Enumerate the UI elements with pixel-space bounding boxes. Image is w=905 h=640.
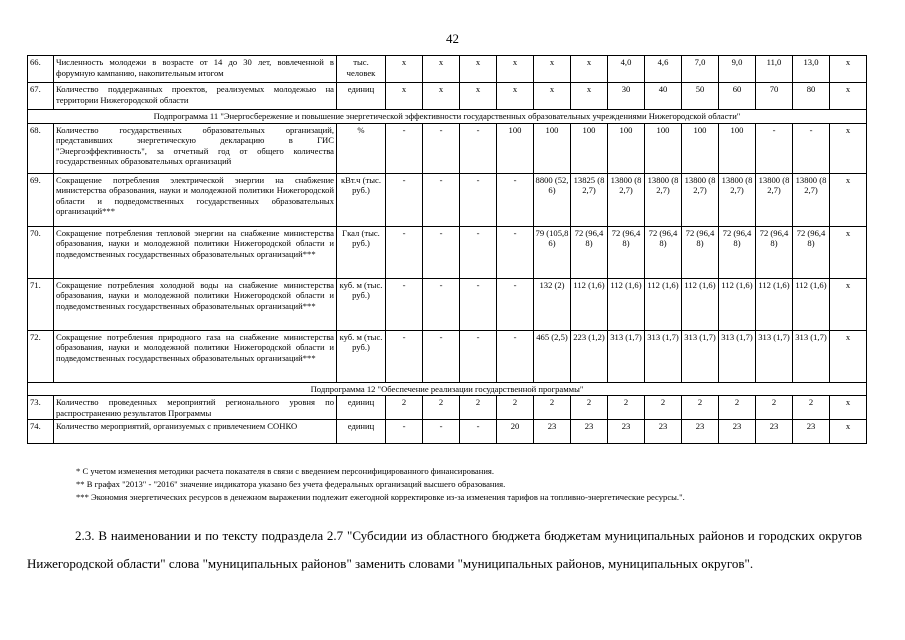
value-cell: 4,0 [608, 56, 645, 83]
subprogram-row [28, 382, 867, 396]
unit-cell: единиц [337, 420, 386, 444]
value-cell: - [460, 123, 497, 173]
value-cell: 60 [719, 83, 756, 110]
value-cell: x [386, 83, 423, 110]
value-cell: - [497, 330, 534, 382]
value-cell: - [386, 278, 423, 330]
page-number: 42 [446, 31, 459, 46]
indicator-name: Количество поддержанных проектов, реализуемых молодежью на территории Нижегородской области [54, 83, 337, 110]
unit-cell: кВт.ч (тыс. руб.) [337, 173, 386, 226]
value-cell: 112 (1,6) [719, 278, 756, 330]
value-cell: x [571, 56, 608, 83]
value-cell: 13800 (82,7) [682, 173, 719, 226]
table-row [28, 83, 867, 110]
unit-cell: единиц [337, 83, 386, 110]
row-number: 70. [28, 226, 54, 278]
value-cell: x [497, 83, 534, 110]
indicator-name: Количество мероприятий, организуемых с привлечением СОНКО [54, 420, 337, 444]
value-cell: 23 [756, 420, 793, 444]
value-cell: 23 [608, 420, 645, 444]
value-cell: 7,0 [682, 56, 719, 83]
value-cell: - [423, 226, 460, 278]
footnote-2: ** В графах "2013" - "2016" значение индикатора указано без учета федеральных организаций высшего образования. [76, 479, 506, 489]
value-cell: 112 (1,6) [645, 278, 682, 330]
value-cell: 2 [793, 396, 830, 420]
value-cell: 112 (1,6) [682, 278, 719, 330]
value-cell: 100 [608, 123, 645, 173]
value-cell: - [460, 278, 497, 330]
value-cell: - [386, 420, 423, 444]
footnote-1: * С учетом изменения методики расчета показателя в связи с введением персонифицированного финансирования. [76, 466, 495, 476]
indicator-name: Численность молодежи в возрасте от 14 до 30 лет, вовлеченной в форумную кампанию, накопительным итогом [54, 56, 337, 83]
value-cell: 2 [423, 396, 460, 420]
footnotes [76, 465, 856, 504]
table-row [28, 173, 867, 226]
value-cell: 465 (2,5) [534, 330, 571, 382]
table-row [28, 226, 867, 278]
value-cell: 2 [497, 396, 534, 420]
value-cell: 23 [645, 420, 682, 444]
value-cell: - [460, 420, 497, 444]
value-cell: - [386, 173, 423, 226]
value-cell: - [460, 330, 497, 382]
table-row [28, 396, 867, 420]
value-cell: 50 [682, 83, 719, 110]
value-cell: 100 [571, 123, 608, 173]
row-number: 74. [28, 420, 54, 444]
value-cell: x [571, 83, 608, 110]
value-cell: - [793, 123, 830, 173]
table-row [28, 278, 867, 330]
value-cell: - [423, 420, 460, 444]
row-number: 72. [28, 330, 54, 382]
table-row [28, 56, 867, 83]
value-cell: x [830, 278, 867, 330]
value-cell: 2 [571, 396, 608, 420]
value-cell: 72 (96,48) [571, 226, 608, 278]
value-cell: - [386, 330, 423, 382]
row-number: 67. [28, 83, 54, 110]
indicator-name: Количество государственных образовательных организаций, представивших энергетическую декларацию в ГИС "Энергоэффективность", за отчетный год от общего количества государственных образовательных организаций [54, 123, 337, 173]
value-cell: 100 [719, 123, 756, 173]
indicators-table [27, 55, 867, 444]
row-number: 68. [28, 123, 54, 173]
value-cell: 70 [756, 83, 793, 110]
value-cell: 112 (1,6) [608, 278, 645, 330]
indicator-name: Сокращение потребления электрической энергии на снабжение министерства образования, науки и молодежной политики Нижегородской области и подведомственных государственных образовательных организаций*** [54, 173, 337, 226]
value-cell: x [423, 83, 460, 110]
value-cell: 9,0 [719, 56, 756, 83]
unit-cell: единиц [337, 396, 386, 420]
table-row [28, 420, 867, 444]
value-cell: 2 [534, 396, 571, 420]
subprogram-title: Подпрограмма 12 "Обеспечение реализации государственной программы" [28, 382, 867, 396]
value-cell: 313 (1,7) [645, 330, 682, 382]
value-cell: x [830, 83, 867, 110]
subprogram-title: Подпрограмма 11 "Энергосбережение и повышение энергетической эффективности государственных образовательных учреждениями Нижегородской области" [28, 110, 867, 124]
value-cell: 30 [608, 83, 645, 110]
value-cell: 11,0 [756, 56, 793, 83]
row-number: 66. [28, 56, 54, 83]
value-cell: 13800 (82,7) [756, 173, 793, 226]
unit-cell: тыс. человек [337, 56, 386, 83]
value-cell: - [423, 330, 460, 382]
value-cell: x [830, 420, 867, 444]
value-cell: x [386, 56, 423, 83]
value-cell: 13800 (82,7) [608, 173, 645, 226]
indicator-name: Количество проведенных мероприятий регионального уровня по распространению результатов Программы [54, 396, 337, 420]
value-cell: 13800 (82,7) [793, 173, 830, 226]
value-cell: 72 (96,48) [793, 226, 830, 278]
value-cell: 72 (96,48) [719, 226, 756, 278]
value-cell: - [497, 226, 534, 278]
footnote-3: *** Экономия энергетических ресурсов в денежном выражении подлежит ежегодной корректировке из-за изменения тарифов на топливно-энергетические ресурсы.". [76, 492, 685, 502]
value-cell: 313 (1,7) [793, 330, 830, 382]
indicator-name: Сокращение потребления тепловой энергии на снабжение министерства образования, науки и молодежной политики Нижегородской области и подведомственных государственных образовательных организаций*** [54, 226, 337, 278]
value-cell: 223 (1,2) [571, 330, 608, 382]
table-row [28, 330, 867, 382]
value-cell: 13800 (82,7) [719, 173, 756, 226]
value-cell: 8800 (52,6) [534, 173, 571, 226]
value-cell: 132 (2) [534, 278, 571, 330]
value-cell: x [830, 330, 867, 382]
value-cell: x [460, 83, 497, 110]
value-cell: x [830, 226, 867, 278]
table-body [28, 56, 867, 444]
value-cell: 313 (1,7) [756, 330, 793, 382]
value-cell: - [756, 123, 793, 173]
value-cell: 23 [682, 420, 719, 444]
value-cell: - [423, 123, 460, 173]
value-cell: 72 (96,48) [645, 226, 682, 278]
amendment-paragraph: 2.3. В наименовании и по тексту подраздела 2.7 "Субсидии из областного бюджета бюджетам муниципальных районов и городских округов Нижегородской области" слова "муниципальных районов" заменить словами "муниципальных районов, муниципальных округов". [27, 528, 862, 571]
value-cell: 23 [571, 420, 608, 444]
unit-cell: куб. м (тыс. руб.) [337, 278, 386, 330]
value-cell: 2 [386, 396, 423, 420]
value-cell: - [423, 278, 460, 330]
value-cell: 2 [460, 396, 497, 420]
value-cell: 4,6 [645, 56, 682, 83]
value-cell: - [497, 173, 534, 226]
value-cell: - [423, 173, 460, 226]
value-cell: x [830, 56, 867, 83]
value-cell: - [460, 226, 497, 278]
table-row [28, 123, 867, 173]
subprogram-row [28, 110, 867, 124]
value-cell: 13825 (82,7) [571, 173, 608, 226]
value-cell: x [534, 56, 571, 83]
value-cell: 2 [608, 396, 645, 420]
value-cell: 80 [793, 83, 830, 110]
value-cell: x [423, 56, 460, 83]
value-cell: 100 [645, 123, 682, 173]
value-cell: 23 [793, 420, 830, 444]
value-cell: 23 [719, 420, 756, 444]
value-cell: 72 (96,48) [756, 226, 793, 278]
value-cell: 2 [645, 396, 682, 420]
value-cell: 2 [682, 396, 719, 420]
value-cell: - [386, 226, 423, 278]
value-cell: x [497, 56, 534, 83]
value-cell: 112 (1,6) [756, 278, 793, 330]
value-cell: 100 [534, 123, 571, 173]
value-cell: x [534, 83, 571, 110]
value-cell: 13,0 [793, 56, 830, 83]
indicator-name: Сокращение потребления природного газа на снабжение министерства образования, науки и молодежной политики Нижегородской области и подведомственных государственных образовательных организаций*** [54, 330, 337, 382]
value-cell: 2 [719, 396, 756, 420]
value-cell: x [460, 56, 497, 83]
row-number: 71. [28, 278, 54, 330]
unit-cell: Гкал (тыс. руб.) [337, 226, 386, 278]
value-cell: - [460, 173, 497, 226]
value-cell: 112 (1,6) [571, 278, 608, 330]
value-cell: 40 [645, 83, 682, 110]
value-cell: 79 (105,86) [534, 226, 571, 278]
value-cell: 72 (96,48) [608, 226, 645, 278]
value-cell: - [497, 278, 534, 330]
value-cell: - [386, 123, 423, 173]
unit-cell: % [337, 123, 386, 173]
row-number: 73. [28, 396, 54, 420]
value-cell: 23 [534, 420, 571, 444]
row-number: 69. [28, 173, 54, 226]
value-cell: 313 (1,7) [608, 330, 645, 382]
value-cell: 313 (1,7) [682, 330, 719, 382]
value-cell: 112 (1,6) [793, 278, 830, 330]
value-cell: 313 (1,7) [719, 330, 756, 382]
value-cell: 2 [756, 396, 793, 420]
indicator-name: Сокращение потребления холодной воды на снабжение министерства образования, науки и молодежной политики Нижегородской области и подведомственных государственных образовательных организаций*** [54, 278, 337, 330]
value-cell: x [830, 173, 867, 226]
value-cell: x [830, 123, 867, 173]
value-cell: x [830, 396, 867, 420]
value-cell: 100 [497, 123, 534, 173]
value-cell: 100 [682, 123, 719, 173]
value-cell: 72 (96,48) [682, 226, 719, 278]
value-cell: 20 [497, 420, 534, 444]
value-cell: 13800 (82,7) [645, 173, 682, 226]
unit-cell: куб. м (тыс. руб.) [337, 330, 386, 382]
